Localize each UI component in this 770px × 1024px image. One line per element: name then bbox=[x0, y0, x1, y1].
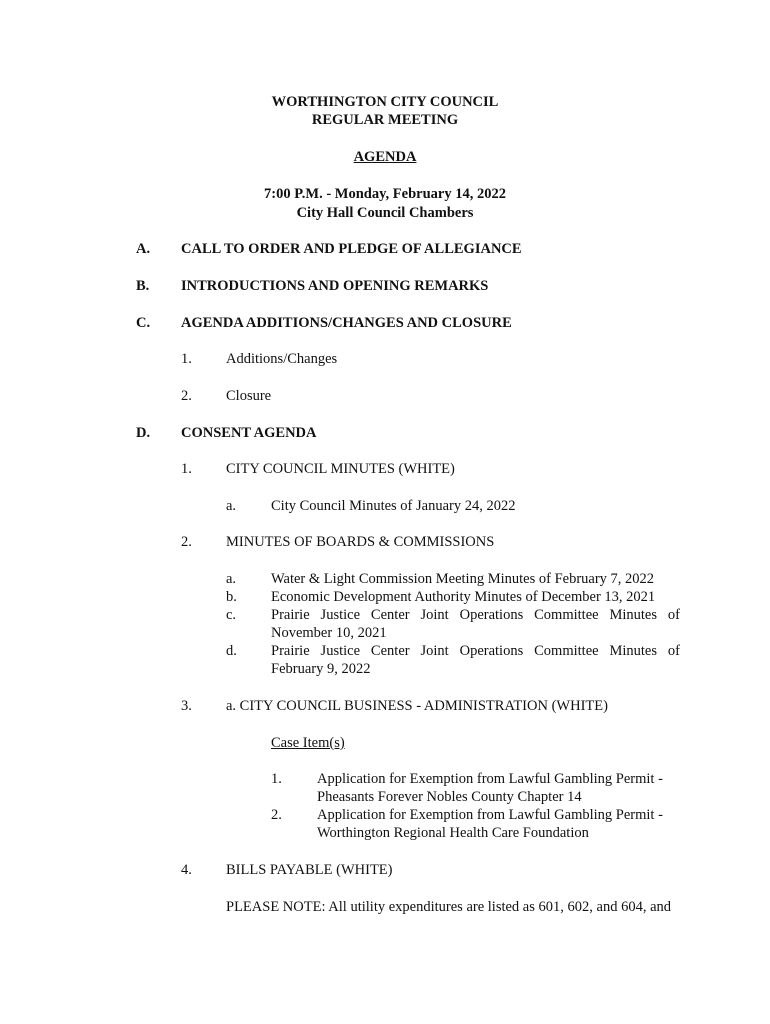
c-item-text: Additions/Changes bbox=[226, 351, 338, 367]
sub-item-letter: a. bbox=[226, 571, 237, 587]
d-item-text: MINUTES OF BOARDS & COMMISSIONS bbox=[226, 534, 495, 550]
agenda-title: AGENDA bbox=[353, 149, 417, 165]
meeting-type: REGULAR MEETING bbox=[311, 112, 459, 128]
case-item-text-cont: Worthington Regional Health Care Foundation bbox=[317, 825, 589, 841]
sub-item-text-cont: February 9, 2022 bbox=[271, 661, 371, 677]
sub-item-text: Prairie Justice Center Joint Operations Committee Minutes of bbox=[271, 643, 680, 659]
meeting-location: City Hall Council Chambers bbox=[296, 205, 474, 221]
d-item-text: CITY COUNCIL MINUTES (WHITE) bbox=[226, 461, 455, 477]
case-item-num: 1. bbox=[271, 771, 282, 787]
d-item-text: BILLS PAYABLE (WHITE) bbox=[226, 862, 393, 878]
c-item-num: 2. bbox=[181, 388, 192, 404]
sub-item-letter: d. bbox=[226, 643, 237, 659]
sub-item-text: City Council Minutes of January 24, 2022 bbox=[271, 498, 516, 514]
sub-item-text: Prairie Justice Center Joint Operations Committee Minutes of bbox=[271, 607, 680, 623]
case-item-text: Application for Exemption from Lawful Gambling Permit - bbox=[317, 771, 663, 787]
case-items-heading: Case Item(s) bbox=[271, 735, 345, 751]
sub-item-letter: c. bbox=[226, 607, 237, 623]
c-item-num: 1. bbox=[181, 351, 192, 367]
c-item-text: Closure bbox=[226, 388, 272, 404]
section-title-b: INTRODUCTIONS AND OPENING REMARKS bbox=[181, 278, 489, 294]
d-item-num: 4. bbox=[181, 862, 192, 878]
council-name: WORTHINGTON CITY COUNCIL bbox=[271, 94, 499, 110]
section-title-d: CONSENT AGENDA bbox=[181, 425, 317, 441]
bills-note: PLEASE NOTE: All utility expenditures are listed as 601, 602, and 604, and bbox=[226, 899, 672, 915]
case-item-num: 2. bbox=[271, 807, 282, 823]
meeting-datetime: 7:00 P.M. - Monday, February 14, 2022 bbox=[264, 186, 506, 202]
d-item-num: 2. bbox=[181, 534, 192, 550]
sub-item-text: Economic Development Authority Minutes of December 13, 2021 bbox=[271, 589, 656, 605]
case-item-text-cont: Pheasants Forever Nobles County Chapter 14 bbox=[317, 789, 582, 805]
section-title-c: AGENDA ADDITIONS/CHANGES AND CLOSURE bbox=[181, 315, 512, 331]
d-item-num: 1. bbox=[181, 461, 192, 477]
d-item-text: a. CITY COUNCIL BUSINESS - ADMINISTRATION (WHITE) bbox=[226, 698, 608, 714]
section-letter-b: B. bbox=[136, 278, 150, 294]
case-item-text: Application for Exemption from Lawful Gambling Permit - bbox=[317, 807, 663, 823]
section-title-a: CALL TO ORDER AND PLEDGE OF ALLEGIANCE bbox=[181, 241, 522, 257]
section-letter-c: C. bbox=[136, 315, 151, 331]
sub-item-letter: b. bbox=[226, 589, 237, 605]
sub-item-letter: a. bbox=[226, 498, 237, 514]
section-letter-d: D. bbox=[136, 425, 151, 441]
section-letter-a: A. bbox=[136, 241, 151, 257]
sub-item-text-cont: November 10, 2021 bbox=[271, 625, 387, 641]
d-item-num: 3. bbox=[181, 698, 192, 714]
sub-item-text: Water & Light Commission Meeting Minutes of February 7, 2022 bbox=[271, 571, 655, 587]
